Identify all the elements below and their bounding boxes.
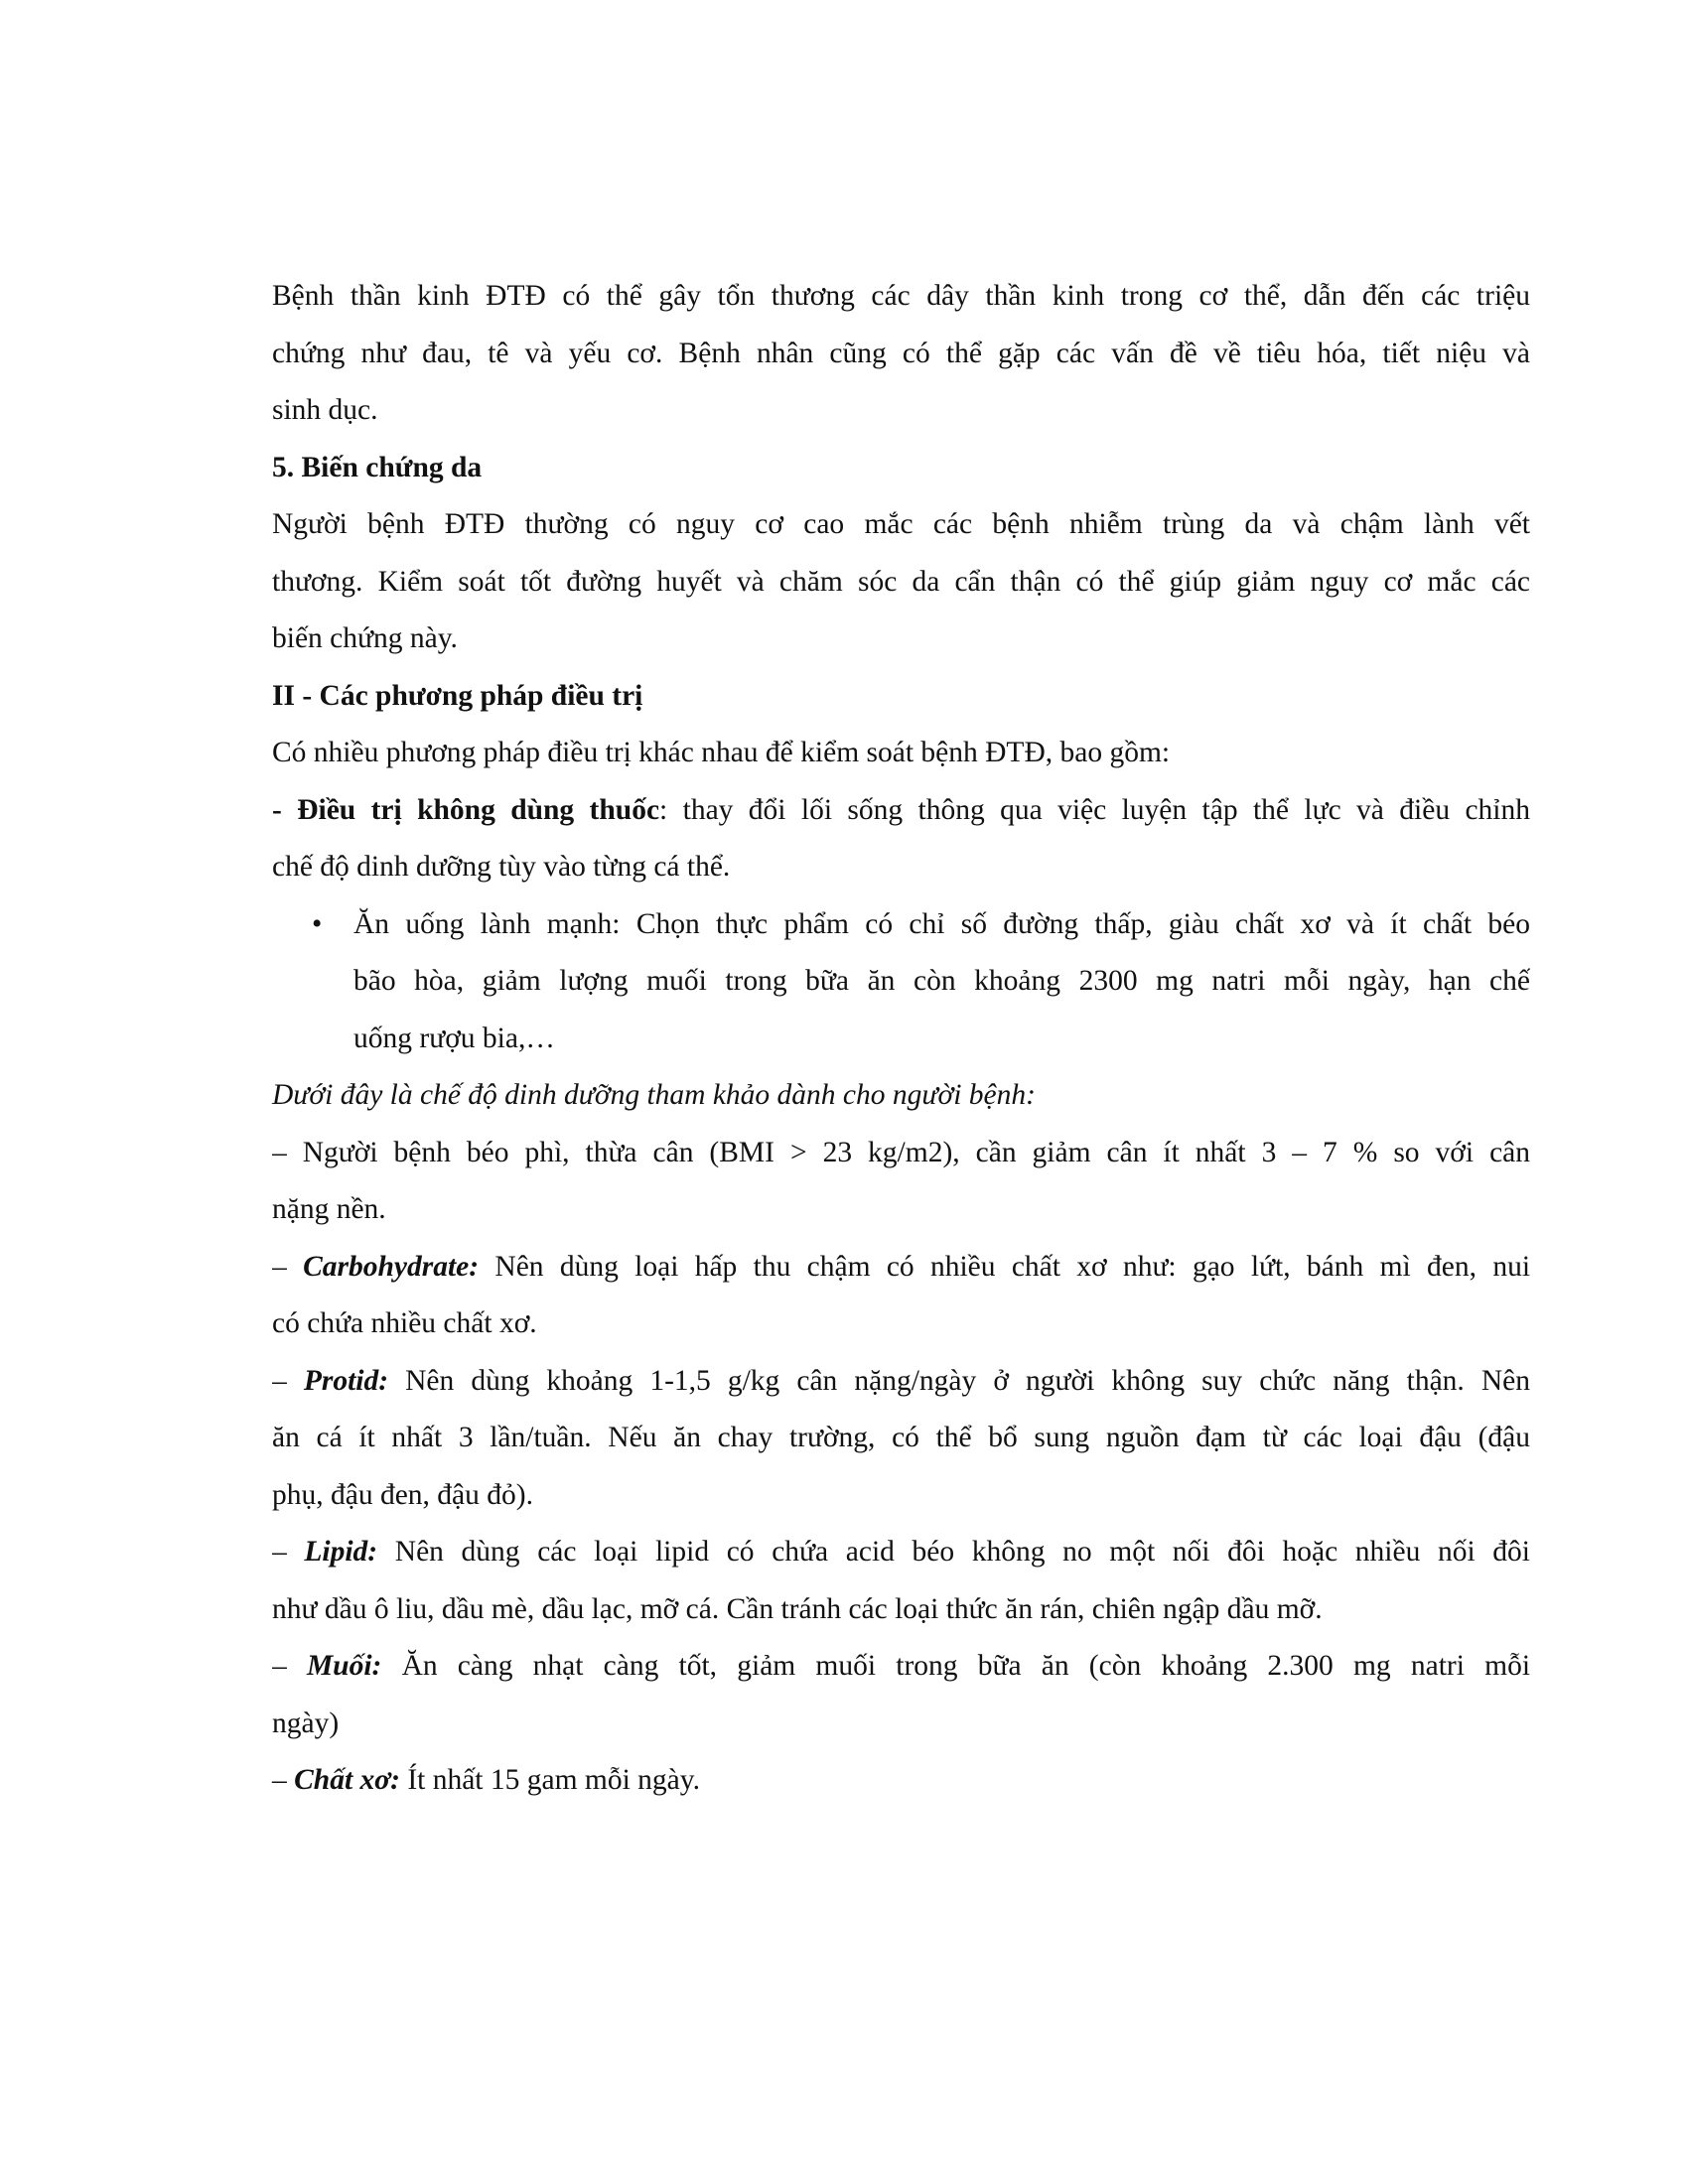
obesity-line: – Người bệnh béo phì, thừa cân (BMI > 23 kg/m2), cần giảm cân ít nhất 3 – 7 % so với cân bbox=[272, 1137, 1530, 1168]
lipid-text: Nên dùng các loại lipid có chứa acid béo không no một nối đôi hoặc nhiều nối đôi bbox=[377, 1536, 1530, 1568]
non-drug-line bbox=[272, 781, 1530, 839]
lipid-line bbox=[272, 1523, 1530, 1580]
dash: – bbox=[272, 1251, 304, 1283]
non-drug-text: : thay đổi lối sống thông qua việc luyện tập thể lực và điều chỉnh bbox=[659, 794, 1530, 826]
non-drug-line: chế độ dinh dưỡng tùy vào từng cá thể. bbox=[272, 851, 731, 883]
lipid-label: Lipid: bbox=[304, 1536, 378, 1568]
paragraph-line: chứng như đau, tê và yếu cơ. Bệnh nhân cũng có thể gặp các vấn đề về tiêu hóa, tiết niệu và bbox=[272, 338, 1530, 369]
dash: – bbox=[272, 1536, 305, 1568]
paragraph-line: sinh dục. bbox=[272, 394, 378, 426]
paragraph-line: Người bệnh ĐTĐ thường có nguy cơ cao mắc các bệnh nhiễm trùng da và chậm lành vết bbox=[272, 508, 1530, 540]
fiber-line bbox=[272, 1751, 1530, 1809]
section-heading-skin: 5. Biến chứng da bbox=[272, 452, 483, 483]
lipid-line: như dầu ô liu, dầu mè, dầu lạc, mỡ cá. Cần tránh các loại thức ăn rán, chiên ngập dầu mỡ. bbox=[272, 1593, 1323, 1625]
carbohydrate-label: Carbohydrate: bbox=[303, 1251, 480, 1283]
dash: – bbox=[272, 1764, 295, 1796]
bullet-line: uống rượu bia,… bbox=[353, 1023, 555, 1054]
non-drug-label: - Điều trị không dùng thuốc bbox=[272, 794, 660, 826]
bullet-icon: • bbox=[312, 908, 323, 940]
carbohydrate-text: Nên dùng loại hấp thu chậm có nhiều chất xơ như: gạo lứt, bánh mì đen, nui bbox=[479, 1251, 1530, 1283]
carbohydrate-line: có chứa nhiều chất xơ. bbox=[272, 1307, 537, 1339]
section-heading-treatment: II - Các phương pháp điều trị bbox=[272, 680, 643, 712]
carbohydrate-line bbox=[272, 1238, 1530, 1296]
protid-text: Nên dùng khoảng 1-1,5 g/kg cân nặng/ngày ở người không suy chức năng thận. Nên bbox=[388, 1365, 1530, 1397]
diet-intro: Dưới đây là chế độ dinh dưỡng tham khảo dành cho người bệnh: bbox=[272, 1079, 1036, 1111]
bullet-line: bão hòa, giảm lượng muối trong bữa ăn còn khoảng 2300 mg natri mỗi ngày, hạn chế bbox=[353, 965, 1530, 997]
protid-line: phụ, đậu đen, đậu đỏ). bbox=[272, 1479, 533, 1511]
fiber-text: Ít nhất 15 gam mỗi ngày. bbox=[399, 1764, 700, 1796]
salt-text: Ăn càng nhạt càng tốt, giảm muối trong bữa ăn (còn khoảng 2.300 mg natri mỗi bbox=[381, 1650, 1530, 1682]
protid-label: Protid: bbox=[303, 1365, 389, 1397]
dash: – bbox=[272, 1365, 304, 1397]
protid-line: ăn cá ít nhất 3 lần/tuần. Nếu ăn chay trường, có thể bổ sung nguồn đạm từ các loại đậu (đậu bbox=[272, 1422, 1530, 1453]
obesity-line: nặng nền. bbox=[272, 1193, 386, 1225]
treatment-intro: Có nhiều phương pháp điều trị khác nhau để kiểm soát bệnh ĐTĐ, bao gồm: bbox=[272, 737, 1171, 768]
fiber-label: Chất xơ: bbox=[294, 1764, 400, 1796]
salt-line: ngày) bbox=[272, 1707, 340, 1739]
bullet-line: Ăn uống lành mạnh: Chọn thực phẩm có chỉ số đường thấp, giàu chất xơ và ít chất béo bbox=[353, 908, 1530, 940]
dash: – bbox=[272, 1650, 307, 1682]
salt-label: Muối: bbox=[306, 1650, 382, 1682]
paragraph-line: biến chứng này. bbox=[272, 622, 458, 654]
salt-line bbox=[272, 1637, 1530, 1695]
paragraph-line: Bệnh thần kinh ĐTĐ có thể gây tổn thương các dây thần kinh trong cơ thể, dẫn đến các triệu bbox=[272, 280, 1530, 312]
paragraph-line: thương. Kiểm soát tốt đường huyết và chăm sóc da cẩn thận có thể giúp giảm nguy cơ mắc các bbox=[272, 566, 1530, 598]
protid-line bbox=[272, 1352, 1530, 1410]
